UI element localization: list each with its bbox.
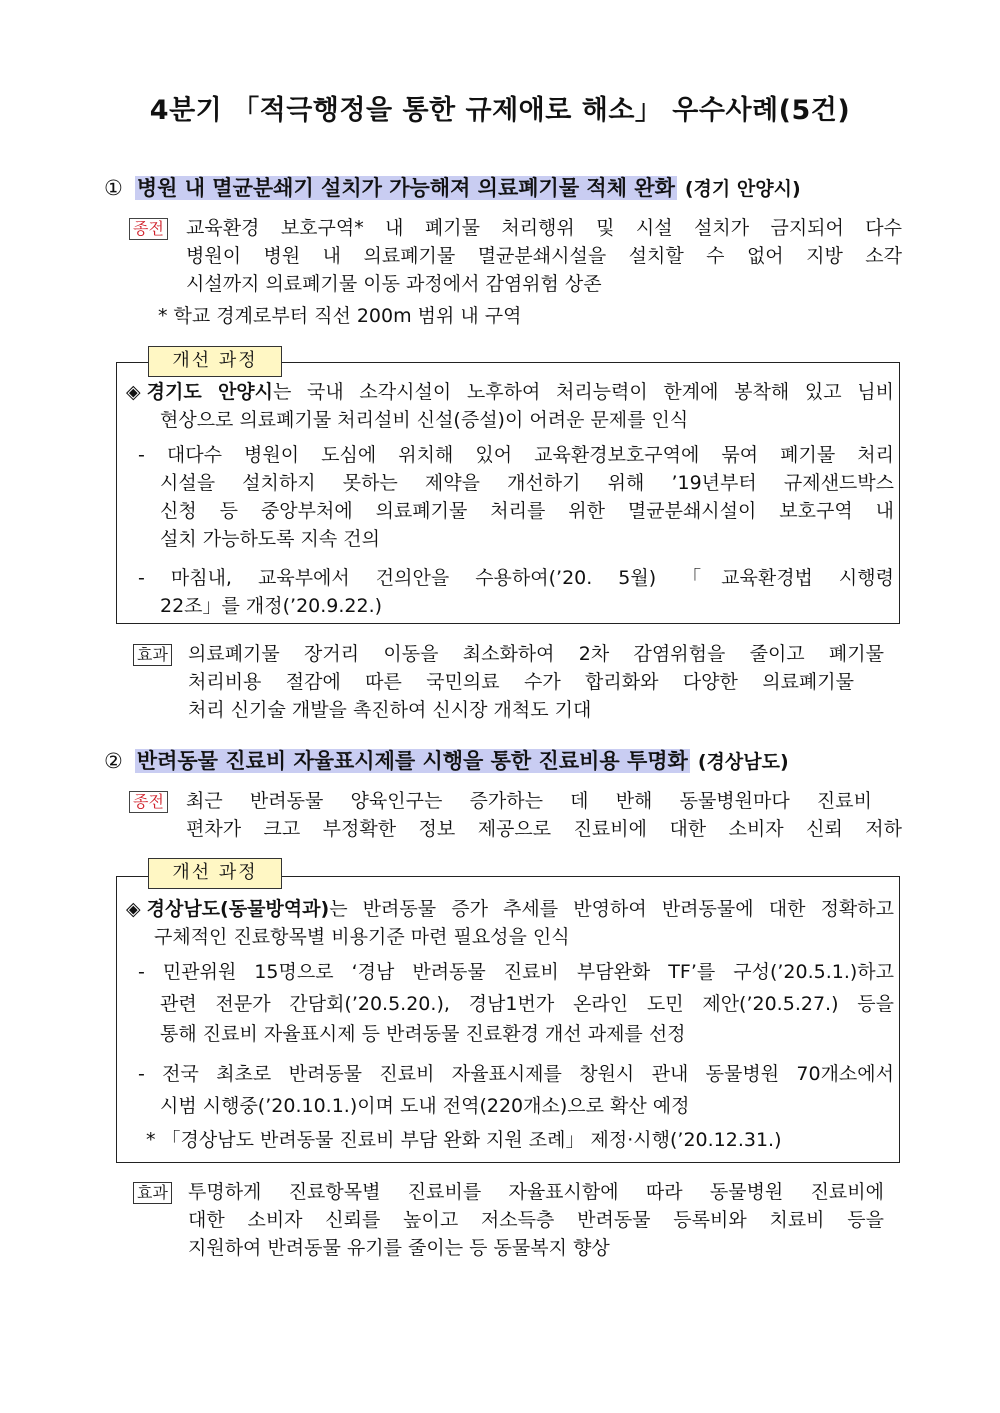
section-1-item-1-line-1: - 대다수 병원이 도심에 위치해 있어 교육환경보호구역에 묶여 폐기물 처리: [138, 444, 894, 466]
section-2-region: (경상남도): [697, 751, 789, 773]
section-2-item-1-line-2: 관련 전문가 간담회(’20.5.20.), 경남1번가 온라인 도민 제안(’20.5.27.) 등을: [160, 993, 894, 1015]
section-1-item-1-line-4: 설치 가능하도록 지속 건의: [160, 528, 381, 550]
section-1-heading: [104, 172, 801, 202]
section-2-process-lead-text: 는 반려동물 증가 추세를 반영하여 반려동물에 대한 정확하고: [329, 898, 894, 920]
section-2-item-1-line-1: - 민관위원 15명으로 ‘경남 반려동물 진료비 부담완화 TF’를 구성(’20.5.1.)하고: [138, 961, 894, 983]
section-2-before-tag: 종전: [129, 791, 168, 813]
section-1-before-line-2: 병원이 병원 내 의료폐기물 멸균분쇄시설을 설치할 수 없어 지방 소각: [186, 245, 902, 267]
section-2-item-2-line-1: - 전국 최초로 반려동물 진료비 자율표시제를 창원시 관내 동물병원 70개소에서: [138, 1063, 894, 1085]
section-1-process-label: 개선 과정: [148, 346, 282, 377]
section-2-process-lead-line-2: 구체적인 진료항목별 비용기준 마련 필요성을 인식: [154, 926, 570, 948]
section-1-effect-line-3: 처리 신기술 개발을 촉진하여 신시장 개척도 기대: [188, 699, 592, 721]
section-2-before-line-1: 최근 반려동물 양육인구는 증가하는 데 반해 동물병원마다 진료비: [186, 790, 872, 812]
page-title: 4분기 「적극행정을 통한 규제애로 해소」 우수사례(5건): [149, 95, 851, 126]
section-1-before-line-3: 시설까지 의료폐기물 이동 과정에서 감염위험 상존: [186, 273, 602, 295]
section-2-effect-line-3: 지원하여 반려동물 유기를 줄이는 등 동물복지 향상: [188, 1237, 610, 1259]
section-2-process-lead: [126, 895, 894, 923]
diamond-bullet-icon: ◈: [126, 381, 141, 403]
section-1-number: ①: [104, 176, 123, 200]
section-1-effect-tag: 효과: [133, 644, 172, 666]
section-2-title: 반려동물 진료비 자율표시제를 시행을 통한 진료비용 투명화: [136, 749, 688, 773]
section-1-title: 병원 내 멸균분쇄기 설치가 가능해져 의료폐기물 적체 완화: [136, 176, 675, 200]
section-1-process-lead-text: 는 국내 소각시설이 노후하여 처리능력이 한계에 봉착해 있고 님비: [273, 381, 894, 403]
section-2-process-subject: 경상남도(동물방역과): [146, 898, 330, 920]
section-2-item-1-line-3: 통해 진료비 자율표시제 등 반려동물 진료환경 개선 과제를 선정: [160, 1023, 686, 1045]
section-1-process-lead-line-2: 현상으로 의료폐기물 처리설비 신설(증설)이 어려운 문제를 인식: [160, 409, 689, 431]
section-2-effect-line-2: 대한 소비자 신뢰를 높이고 저소득층 반려동물 등록비와 치료비 등을: [188, 1209, 884, 1231]
section-1-item-1-line-3: 신청 등 중앙부처에 의료폐기물 처리를 위한 멸균분쇄시설이 보호구역 내: [160, 500, 894, 522]
section-2-heading: [104, 745, 789, 775]
section-2-process-note: * 「경상남도 반려동물 진료비 부담 완화 지원 조례」 제정·시행(’20.12.31.): [146, 1129, 782, 1151]
section-1-item-2-line-2: 22조」를 개정(’20.9.22.): [160, 595, 383, 617]
section-1-process-lead: [126, 378, 894, 406]
section-1-region: (경기 안양시): [684, 178, 801, 200]
section-1-process-subject: 경기도 안양시: [146, 381, 274, 403]
section-1-before-tag: 종전: [129, 218, 168, 240]
section-1-effect-line-2: 처리비용 절감에 따른 국민의료 수가 합리화와 다양한 의료폐기물: [188, 671, 854, 693]
section-1-footnote: * 학교 경계로부터 직선 200m 범위 내 구역: [158, 305, 522, 327]
section-1-effect-line-1: 의료폐기물 장거리 이동을 최소화하여 2차 감염위험을 줄이고 폐기물: [188, 643, 884, 665]
section-2-before-line-2: 편차가 크고 부정확한 정보 제공으로 진료비에 대한 소비자 신뢰 저하: [186, 818, 902, 840]
section-2-item-2-line-2: 시범 시행중(’20.10.1.)이며 도내 전역(220개소)으로 확산 예정: [160, 1095, 690, 1117]
section-2-process-label: 개선 과정: [148, 858, 282, 889]
diamond-bullet-icon: ◈: [126, 898, 141, 920]
section-1-item-1-line-2: 시설을 설치하지 못하는 제약을 개선하기 위해 ’19년부터 규제샌드박스: [160, 472, 894, 494]
section-1-before-line-1: 교육환경 보호구역* 내 폐기물 처리행위 및 시설 설치가 금지되어 다수: [186, 217, 902, 239]
section-2-number: ②: [104, 749, 123, 773]
section-2-effect-tag: 효과: [133, 1182, 172, 1204]
section-1-item-2-line-1: - 마침내, 교육부에서 건의안을 수용하여(’20. 5월) 「교육환경법 시행령: [138, 567, 894, 589]
section-2-effect-line-1: 투명하게 진료항목별 진료비를 자율표시함에 따라 동물병원 진료비에: [188, 1181, 884, 1203]
